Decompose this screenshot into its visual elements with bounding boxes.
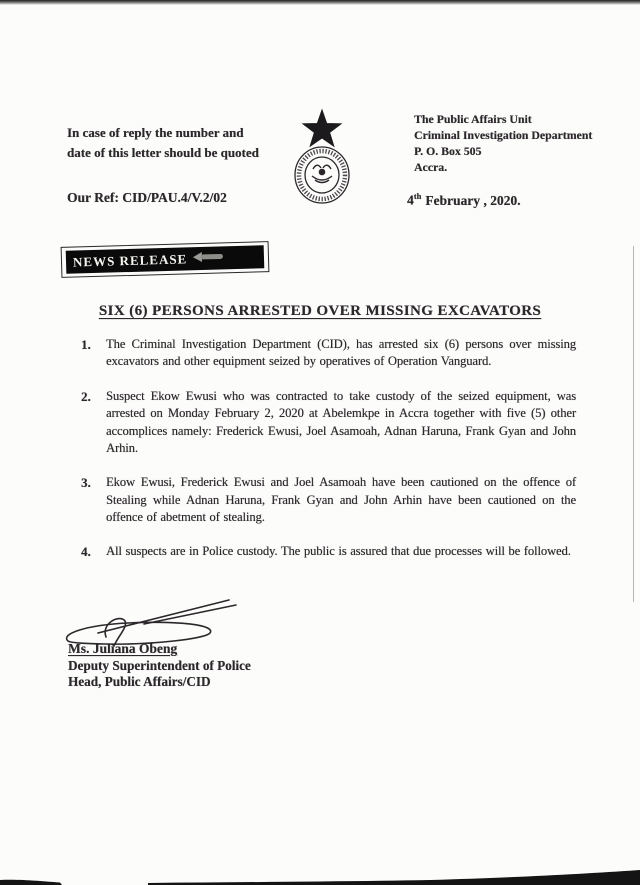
list-item <box>81 388 576 458</box>
paragraph-list <box>81 336 576 578</box>
signatory-role: Head, Public Affairs/CID <box>68 674 211 689</box>
item-text: Ekow Ewusi, Frederick Ewusi and Joel Asamoah have been cautioned on the offence of Stealing while Adnan Haruna, Frank Gyan and John Arhin have been cautioned on the offence of abetment of stealing. <box>106 475 576 524</box>
item-number: 3. <box>81 475 91 491</box>
scan-artifact-page-edge <box>633 246 634 602</box>
list-item <box>81 474 576 526</box>
date-rest: February , 2020. <box>425 192 521 208</box>
item-number: 1. <box>81 337 91 352</box>
item-text: Suspect Ekow Ewusi who was contracted to take custody of the seized equipment, was arrested on Monday February 2, 2020 at Abelemkpe in Accra together with five (5) other accomplices namely: Frederick Ewusi, Joel Asamoah, Adnan Haruna, Frank Gyan and John Arhin. <box>106 388 576 455</box>
left-arrow-swoosh-icon <box>193 249 227 268</box>
recipient-line2: Criminal Investigation Department <box>414 128 593 143</box>
news-release-label: NEWS RELEASE <box>72 250 188 270</box>
list-item <box>81 336 576 371</box>
scan-artifact-top-edge <box>0 0 640 5</box>
recipient-line3: P. O. Box 505 <box>414 144 482 159</box>
ghana-police-crest-icon <box>282 106 362 206</box>
list-item <box>81 543 576 561</box>
item-text: All suspects are in Police custody. The public is assured that due processes will be followed. <box>106 544 571 559</box>
item-number: 2. <box>81 388 91 404</box>
reply-instruction-line2: date of this letter should be quoted <box>67 144 259 160</box>
letter-date <box>407 191 521 209</box>
news-release-banner <box>61 241 270 278</box>
crest-star <box>303 110 341 146</box>
signatory-rank: Deputy Superintendent of Police <box>68 658 251 673</box>
reply-instruction-line1: In case of reply the number and <box>67 125 244 140</box>
news-release-bar <box>66 245 265 274</box>
recipient-line4: Accra. <box>414 160 448 175</box>
scan-artifact-bottom-edge <box>0 863 640 885</box>
recipient-address <box>414 111 624 175</box>
signature-block <box>48 594 368 704</box>
item-text: The Criminal Investigation Department (CID), has arrested six (6) persons over missing excavators and other equipment seized by operatives of Operation Vanguard. <box>106 337 576 369</box>
document-title: SIX (6) PERSONS ARRESTED OVER MISSING EXCAVATORS <box>98 303 542 319</box>
date-ordinal: th <box>413 191 422 201</box>
item-number: 4. <box>81 544 91 560</box>
recipient-line1: The Public Affairs Unit <box>414 112 532 126</box>
signatory-name: Ms. Juliana Obeng <box>68 641 178 656</box>
our-ref: Our Ref: CID/PAU.4/V.2/02 <box>67 190 227 205</box>
date-day: 4 <box>407 192 414 208</box>
